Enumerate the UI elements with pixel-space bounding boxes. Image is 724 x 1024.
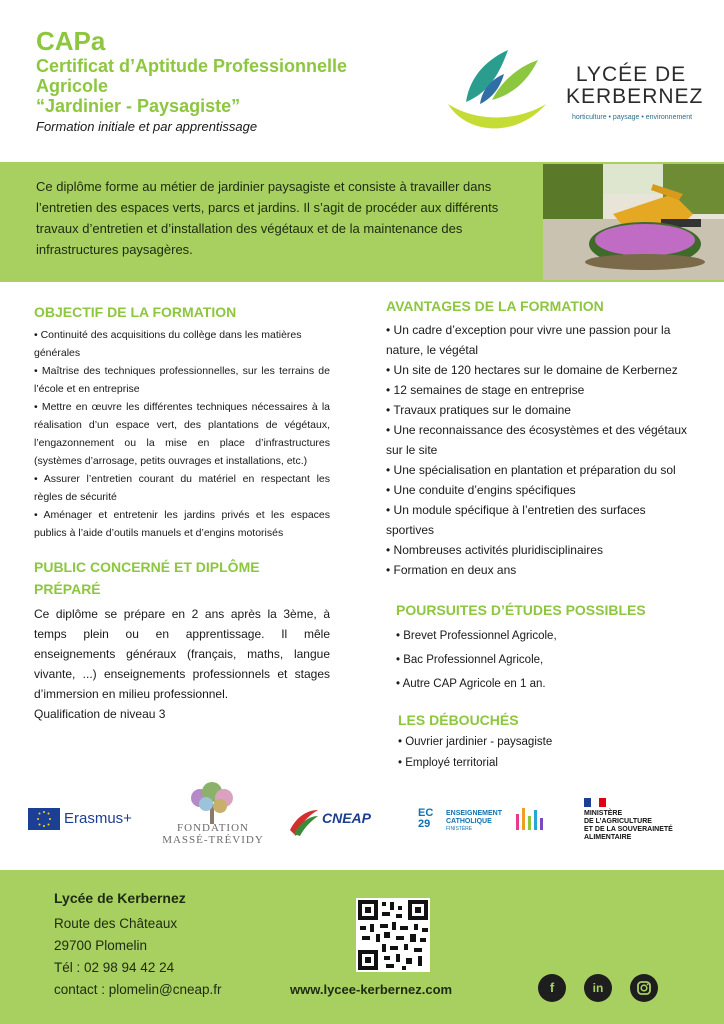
right-column <box>386 296 690 774</box>
objectif-title: OBJECTIF DE LA FORMATION <box>34 304 237 320</box>
avantages-list <box>386 320 690 580</box>
objectif-list <box>34 326 330 542</box>
list-item: • Une reconnaissance des écosystèmes et des végétaux sur le site <box>386 423 688 457</box>
ec-code-line1: EC <box>418 807 434 819</box>
linkedin-icon[interactable]: in <box>584 974 612 1002</box>
leaf-logo-icon <box>446 44 566 136</box>
left-column <box>34 302 330 724</box>
ministere-line3: ET DE LA SOUVERAINETÉ <box>584 826 673 833</box>
logo-line2: KERBERNEZ <box>566 85 704 108</box>
ec-label <box>446 810 502 826</box>
list-item: • Mettre en œuvre les différentes techniques nécessaires à la réalisation d’un espace vert, des plantations de végétaux, l’engazonnement ou la mise en place d’infrastructures (systèmes d’arrosage, petits ouvrages et installations, etc.) <box>34 401 330 467</box>
ministere-line4: ALIMENTAIRE <box>584 834 632 841</box>
debouches-list <box>398 732 690 774</box>
list-item: • Nombreuses activités pluridisciplinaires <box>386 543 603 557</box>
list-item: • Maîtrise des techniques professionnelles, sur les terrains de l’école et en entreprise <box>34 365 330 395</box>
cneap-logo: CNEAP <box>322 810 372 826</box>
footer-phone: Tél : 02 98 94 42 24 <box>54 960 175 975</box>
school-logo <box>446 44 706 136</box>
instagram-icon[interactable] <box>630 974 658 1002</box>
list-item: • Un site de 120 hectares sur le domaine de Kerbernez <box>386 363 678 377</box>
list-item: • Une conduite d’engins spécifiques <box>386 483 576 497</box>
diploma-specialty: “Jardinier - Paysagiste” <box>36 96 241 116</box>
footer-address2: 29700 Plomelin <box>54 938 148 953</box>
intro-text: Ce diplôme forme au métier de jardinier paysagiste et consiste à travailler dans l’entretien des espaces verts, parcs et jardins. Il s’agit de procéder aux différents travaux d’entretien et d’installation des végétaux et de la maintenance des infrastructures paysagères. <box>36 179 499 257</box>
public-text: Ce diplôme se prépare en 2 ans après la 3ème, à temps plein ou en apprentissage. Il mêle enseignements généraux (français, maths, langue vivante, ...) enseignements professionnels et stages d’immersion en milieu professionnel. <box>34 607 330 701</box>
footer <box>0 870 724 1024</box>
avantages-title: AVANTAGES DE LA FORMATION <box>386 298 604 314</box>
list-item: • Assurer l’entretien courant du matériel en respectant les règles de sécurité <box>34 473 330 503</box>
garden-photo <box>543 164 724 280</box>
ministere-line2: DE L’AGRICULTURE <box>584 818 652 825</box>
erasmus-logo: Erasmus+ <box>64 810 132 827</box>
qr-code <box>356 898 430 972</box>
list-item: • Un module spécifique à l’entretien des surfaces sportives <box>386 503 646 537</box>
fondation-line1: FONDATION <box>177 822 249 834</box>
footer-address1: Route des Châteaux <box>54 916 178 931</box>
ec-label-line1: ENSEIGNEMENT <box>446 810 503 817</box>
ec-code-line2: 29 <box>418 818 431 830</box>
color-bars-icon <box>514 804 550 832</box>
logo-tagline: horticulture • paysage • environnement <box>571 114 693 121</box>
intro-band <box>0 162 724 282</box>
list-item: • Aménager et entretenir les jardins privés et les espaces publics à l’aide d’outils manuels et d’engins motorisés <box>34 509 330 539</box>
ec-sub: FINISTÈRE <box>446 826 473 832</box>
fondation-line2: MASSÉ-TRÉVIDY <box>162 834 264 846</box>
marianne-flag-icon <box>584 798 606 807</box>
qualification-level: Qualification de niveau 3 <box>34 707 166 721</box>
ec29-logo <box>418 808 433 830</box>
list-item: générales <box>34 347 81 359</box>
list-item: • Formation en deux ans <box>386 563 517 577</box>
facebook-icon[interactable]: f <box>538 974 566 1002</box>
list-item: • Brevet Professionnel Agricole, <box>396 630 557 642</box>
list-item: • Un cadre d’exception pour vivre une passion pour la nature, le végétal <box>386 323 671 357</box>
poursuites-list <box>396 624 690 696</box>
ministere-line1: MINISTÈRE <box>584 810 623 817</box>
partner-logos <box>0 778 724 858</box>
website-link[interactable]: www.lycee-kerbernez.com <box>290 982 453 997</box>
footer-school-name: Lycée de Kerbernez <box>54 890 186 906</box>
footer-email[interactable]: contact : plomelin@cneap.fr <box>54 982 222 997</box>
public-title: PUBLIC CONCERNÉ ET DIPLÔME PRÉPARÉ <box>34 559 260 597</box>
list-item: • Travaux pratiques sur le domaine <box>386 403 571 417</box>
diploma-name-line2: Agricole <box>36 76 109 96</box>
list-item: • Autre CAP Agricole en 1 an. <box>396 678 546 690</box>
fondation-logo <box>158 822 268 846</box>
list-item: • Continuité des acquisitions du collège dans les matières <box>34 329 302 341</box>
list-item: • Bac Professionnel Agricole, <box>396 654 544 666</box>
page-title: CAPa <box>36 26 106 56</box>
list-item: • Une spécialisation en plantation et préparation du sol <box>386 463 676 477</box>
eu-flag-icon <box>28 808 60 830</box>
ec-label-line2: CATHOLIQUE <box>446 818 492 825</box>
debouches-title: LES DÉBOUCHÉS <box>398 712 519 728</box>
formation-type: Formation initiale et par apprentissage <box>36 119 258 134</box>
ministere-logo <box>584 810 673 842</box>
cneap-swoosh-icon <box>288 804 320 838</box>
poursuites-title: POURSUITES D’ÉTUDES POSSIBLES <box>396 602 646 618</box>
tree-icon <box>180 782 244 826</box>
list-item: • 12 semaines de stage en entreprise <box>386 383 585 397</box>
list-item: • Ouvrier jardinier - paysagiste <box>398 736 553 748</box>
header <box>36 26 436 134</box>
logo-line1: LYCÉE DE <box>575 63 687 86</box>
diploma-name: Certificat d’Aptitude Professionnelle <box>36 56 348 76</box>
list-item: • Employé territorial <box>398 757 498 769</box>
